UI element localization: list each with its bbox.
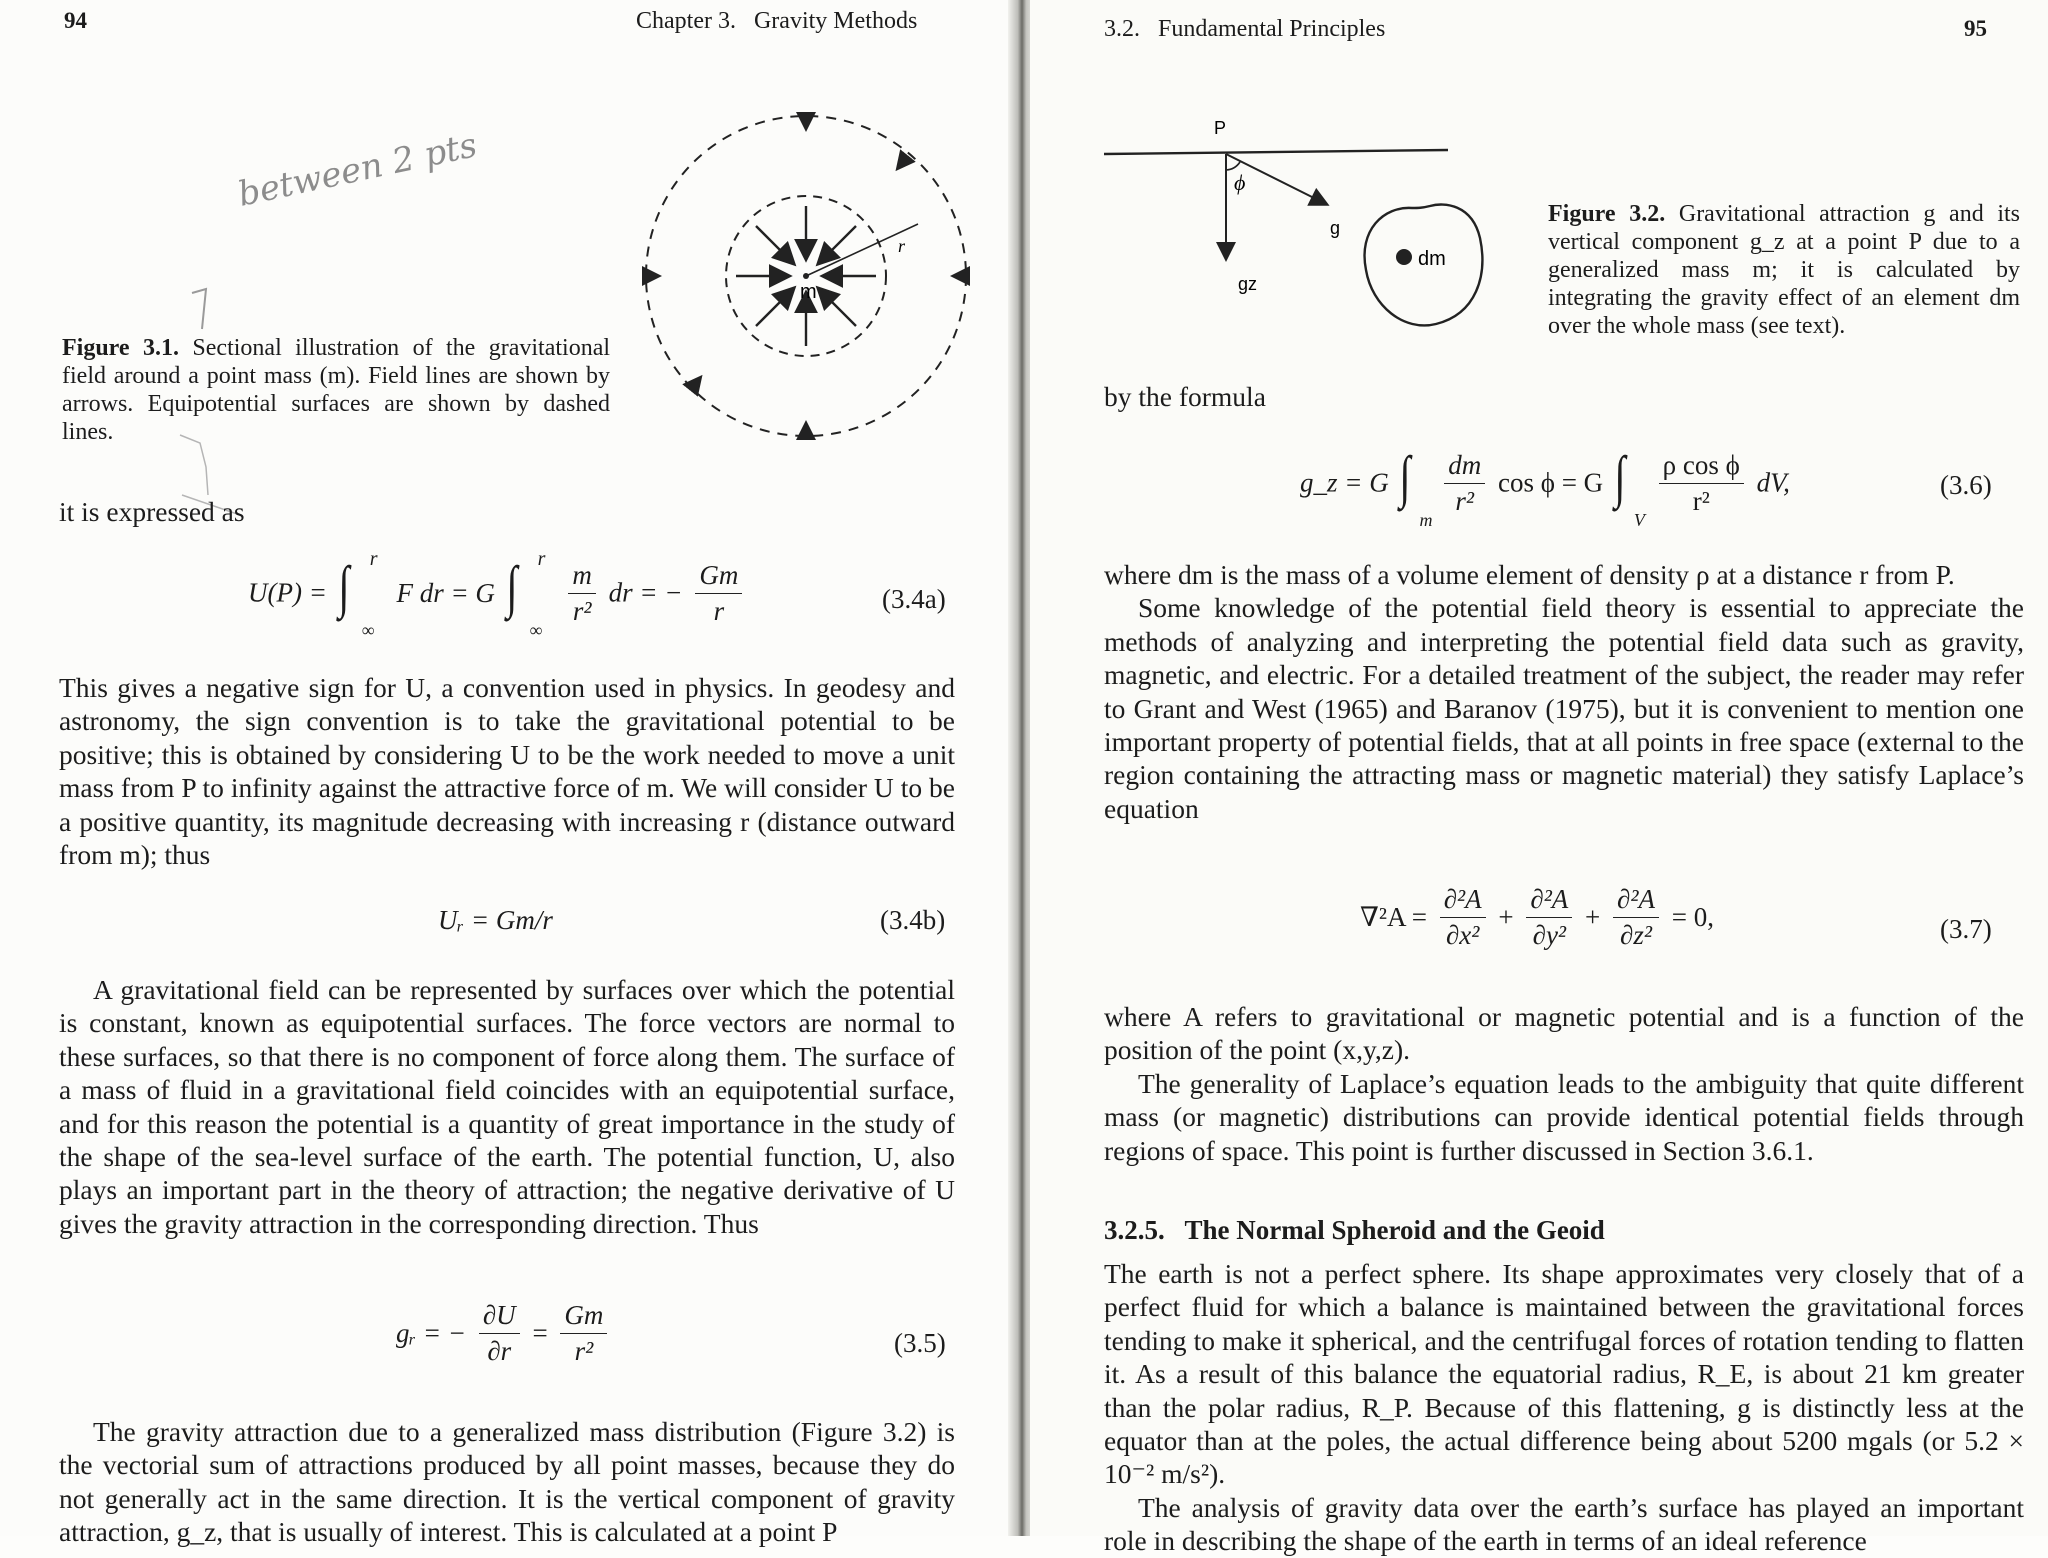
- angle-label: ϕ: [1234, 170, 1246, 195]
- eq-3-6-frac2-den: r²: [1692, 485, 1710, 516]
- eq-3-7-f3-den: ∂z²: [1620, 920, 1652, 950]
- eq-3-6-int2-sub: V: [1633, 510, 1645, 530]
- paragraph-right-2: [1104, 1000, 2024, 1167]
- eq-3-7-plus-2: +: [1585, 902, 1601, 932]
- dm-label: dm: [1418, 248, 1446, 270]
- paragraph-right-3: [1104, 1257, 2024, 1558]
- eq-3-6-lhs: g_z = G: [1300, 467, 1389, 498]
- g-label: g: [1330, 218, 1341, 238]
- paragraph-right-2a-text: where A refers to gravitational or magnetic potential and is a function of the position of the point (x,y,z).: [1104, 1001, 2024, 1066]
- eq-3-4a-int2-upper: r: [537, 548, 546, 570]
- eq-3-5-frac1-num: ∂U: [479, 1300, 520, 1334]
- intro-text-left: it is expressed as: [59, 496, 245, 527]
- figure-3-1-caption-text: Sectional illustration of the gravitational field around a point mass (m). Field lines are shown by arrows. Equipotential surfaces are shown by dashed lines.: [62, 335, 611, 445]
- left-page: [0, 0, 1016, 1548]
- equation-3-4b: Uᵣ = Gm/r: [438, 905, 553, 935]
- eq-3-6-frac1-den: r²: [1455, 485, 1475, 516]
- mass-label: m: [800, 281, 817, 303]
- equation-3-4a: U(P) = ∫ r ∞ F dr = G ∫ r ∞ $\frac{m}{\text{r²}}$ dr = − $\frac{Gm}{r}$: [248, 548, 948, 648]
- eq-3-4a-frac1-den: r²: [572, 595, 592, 626]
- figure-3-2-caption: [1548, 200, 2020, 340]
- paragraph-right-1: [1104, 558, 2024, 825]
- paragraph-left-3-text: The gravity attraction due to a generalized mass distribution (Figure 3.2) is the vectorial sum of attractions produced by all point masses, because they do not generally act in the same direction. It is the vertical component of gravity attraction, g_z, that is usually of interest. This is calculated at a point P: [59, 1416, 955, 1548]
- paragraph-right-1b-text: Some knowledge of the potential field theory is essential to appreciate the methods of analyzing and interpreting the potential field data such as gravity, magnetic, and electric. For a detailed treatment of the subject, the reader may refer to Grant and West (1965) and Baranov (1975), but it is convenient to mention one important property of potential fields, that at all points in free space (external to the region containing the attracting mass or magnetic material) they satisfy Laplace’s equation: [1104, 592, 2024, 824]
- right-page: [1030, 0, 2048, 1557]
- figure-3-1-label: Figure 3.1.: [62, 335, 179, 361]
- eq-3-4a-int2-lower: ∞: [529, 620, 543, 640]
- eq-3-4a-integrand: F dr = G: [396, 577, 495, 608]
- gz-label: gz: [1238, 274, 1258, 294]
- eq-3-4a-int1-lower: ∞: [361, 620, 375, 640]
- paragraph-left-2-text: A gravitational field can be represented by surfaces over which the potential is constant, known as equipotential surfaces. The force vectors are normal to these surfaces, so that there is no component of force along them. The surface of a mass of fluid in a gravitational field coincides with an equipotential surface, and for this reason the potential is a quantity of great importance in the study of the shape of the sea-level surface of the earth. The potential function, U, also plays an important part in the theory of attraction; the negative derivative of U gives the gravity attraction in the corresponding direction. Thus: [59, 974, 955, 1239]
- eq-3-5-frac1-den: ∂r: [487, 1336, 512, 1366]
- paragraph-left-1-text: This gives a negative sign for U, a convention used in physics. In geodesy and astronomy, the sign convention is to take the gravitational potential to be positive; this is obtained by considering U to be the work needed to move a unit mass from P to infinity against the attractive force of m. We will consider U to be a positive quantity, its magnitude decreasing with increasing r (distance outward from m); thus: [59, 672, 955, 871]
- figure-3-2-label: Figure 3.2.: [1548, 201, 1666, 227]
- paragraph-right-2b-text: The generality of Laplace’s equation leads to the ambiguity that quite different mass (or magnetic) distributions can provide identical potential fields through regions of space. This point is further discussed in Section 3.6.1.: [1104, 1067, 2024, 1166]
- page-number-left: 94: [64, 8, 87, 33]
- eq-3-4a-mid: dr = −: [608, 577, 683, 608]
- paragraph-left-2: [59, 973, 955, 1240]
- eq-3-7-f2-den: ∂y²: [1532, 920, 1567, 950]
- point-label: P: [1214, 118, 1227, 138]
- eq-3-7-tail: = 0,: [1671, 902, 1714, 932]
- eq-3-4a-number: (3.4a): [882, 584, 946, 614]
- eq-3-6-int1-sub: m: [1419, 510, 1433, 530]
- eq-3-5-frac2-den: r²: [574, 1336, 594, 1366]
- eq-3-6-number: (3.6): [1940, 470, 1992, 500]
- eq-3-7-f3-num: ∂²A: [1613, 884, 1659, 918]
- eq-3-6-frac1-num: dm: [1444, 450, 1485, 484]
- paragraph-right-3-text: The earth is not a perfect sphere. Its shape approximates very closely that of a perfect fluid for which a balance is maintained between the gravitational forces tending to make it spherical, and the centrifugal forces of rotation tending to flatten it. As a result of this balance the equatorial radius, R_E, is about 21 km greater than the polar radius, R_P. Because of this flattening, g is distinctly less at the equator than at the poles, the actual difference being about 5200 mgals (or 5.2 × 10⁻² m/s²).: [1104, 1258, 2024, 1490]
- eq-3-4a-frac2-den: r: [713, 595, 725, 626]
- equation-3-6: g_z = G ∫ m $\frac{dm}{\text{r²}}$ cos ϕ = G ∫ V $\frac{\text{ρ cos ϕ}}{\text{r²}}$ dV,: [1300, 444, 1790, 530]
- paragraph-left-1: [59, 671, 955, 871]
- eq-3-7-f1-den: ∂x²: [1445, 920, 1480, 950]
- page-number-right: 95: [1964, 16, 1987, 41]
- eq-3-5-frac2-num: Gm: [560, 1300, 607, 1334]
- paragraph-right-1a-text: where dm is the mass of a volume element of density ρ at a distance r from P.: [1104, 559, 1955, 590]
- eq-3-7-lhs: ∇²A =: [1360, 902, 1427, 932]
- surface-line: [1104, 150, 1448, 154]
- equation-3-7: [1360, 884, 1714, 951]
- eq-3-5-number: (3.5): [894, 1328, 946, 1358]
- eq-3-7-number: (3.7): [1940, 914, 1992, 944]
- equation-3-5: [396, 1300, 613, 1367]
- radius-label: r: [898, 236, 906, 256]
- paragraph-left-3: [59, 1415, 955, 1549]
- handwritten-note: between 2 pts: [234, 125, 481, 215]
- eq-3-4a-frac1-num: m: [568, 560, 596, 594]
- eq-3-7-f1-num: ∂²A: [1440, 884, 1486, 918]
- figure-3-1-caption: [62, 334, 610, 446]
- paragraph-right-4-text: The analysis of gravity data over the earth’s surface has played an important role in describing the shape of the earth in terms of an ideal reference: [1104, 1491, 2024, 1557]
- eq-3-7-plus-1: +: [1498, 902, 1514, 932]
- figure-3-2-diagram: [1104, 110, 1544, 340]
- eq-3-5-lhs: gᵣ = −: [396, 1318, 467, 1348]
- eq-3-6-frac2-num: ρ cos ϕ: [1659, 450, 1744, 484]
- eq-3-6-tail: dV,: [1756, 467, 1790, 498]
- eq-3-7-f2-num: ∂²A: [1526, 884, 1572, 918]
- eq-3-4a-lhs: U(P) =: [248, 577, 327, 608]
- eq-3-4a-int1-upper: r: [369, 548, 378, 570]
- figure-3-2-caption-text: Gravitational attraction g and its vertical component g_z at a point P due to a generalized mass m; it is calculated by integrating the gravity effect of an element dm over the whole mass (see text).: [1548, 201, 2021, 339]
- running-head-left: Chapter 3. Gravity Methods: [636, 8, 918, 34]
- eq-3-4a-frac2-num: Gm: [695, 560, 742, 594]
- eq-3-5-equals: =: [532, 1318, 548, 1348]
- intro-text-right: by the formula: [1104, 381, 1266, 412]
- figure-3-1-diagram: [636, 106, 976, 446]
- eq-3-4b-number: (3.4b): [880, 905, 946, 935]
- running-head-right: 3.2. Fundamental Principles: [1104, 16, 1386, 42]
- eq-3-6-mid: cos ϕ = G: [1497, 467, 1604, 498]
- section-heading-3-2-5: 3.2.5. The Normal Spheroid and the Geoid: [1104, 1215, 1605, 1245]
